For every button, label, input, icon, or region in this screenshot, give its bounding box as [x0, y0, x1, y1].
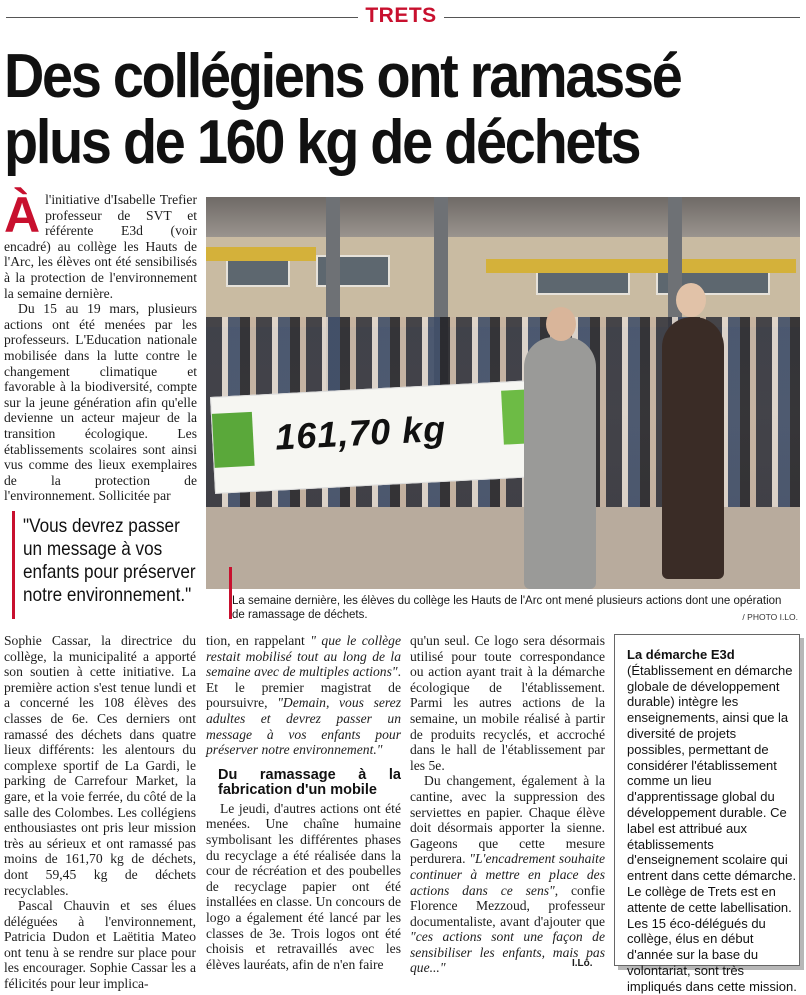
photo-caption: La semaine dernière, les élèves du collège les Hauts de l'Arc ont mené plusieurs actions dont une opération de ramassage de déchets. — [232, 595, 782, 621]
quote-run: "L'encadrement souhaite continuer à mettre en place des actions dans ce sens" — [410, 851, 605, 898]
text-run: , confie Florence Mezzoud, professeur documentaliste, avant d'ajouter que — [410, 882, 605, 929]
pull-quote: "Vous devrez passer un message à vos enfants pour préserver notre environnement." — [23, 515, 196, 606]
headline-line-2: plus de 160 kg de déchets — [4, 108, 640, 177]
column-1-paragraph-1: Sophie Cassar, la directrice du collège, la municipalité a apporté son soutien à cette initiative. La première action s'est tenue lundi et a concerné les 108 élèves des classes de 6e. Ces derniers ont ramassé des déchets dans quatre lieux différents: les alentours du complexe sportif de La Gardi, le parking de Carrefour Market, la gare, et la voie ferrée, du côté de la salle des Colombes. Les collégiens enthousiastes ont pris leur mission très au sérieux et ont ramassé pas moins de 161,70 kg de déchets, dont 59,45 kg de déchets recyclables. — [4, 633, 196, 898]
drop-cap: À — [4, 187, 41, 243]
sidebar-lead: La démarche E3d — [627, 647, 735, 662]
column-2-paragraph-2: Le jeudi, d'autres actions ont été menées. Une chaîne humaine symbolisant les différentes phases du recyclage a été réalisée dans la cour de récréation et des poubelles de recyclage papier ont été installées en classe. Un concours de logo a également été lancé par les classes de 3e. Trois logos ont été choisis et retravaillés avec les élèves lauréats, afin de n'en faire — [206, 800, 401, 972]
text-run: Du changement, également à la cantine, avec la suppression des serviettes en papier. Chaque élève doit désormais apporter la sienne. Gageons que cette mesure perdurera. — [410, 773, 605, 867]
sidebar-box — [614, 634, 800, 994]
column-3-paragraph-2 — [410, 773, 605, 976]
sidebar-text — [627, 647, 797, 995]
text-run: . Et le premier magistrat de poursuivre, — [206, 664, 401, 711]
photo-roof — [206, 197, 800, 237]
article-photo — [206, 197, 800, 589]
headline-line-1: Des collégiens ont ramassé — [4, 42, 681, 111]
photo-credit: / PHOTO I.LO. — [742, 612, 798, 622]
column-2-paragraph-1 — [206, 633, 401, 758]
column-2 — [206, 633, 401, 972]
quote-run: " que le collège restait mobilisé tout au long de la semaine avec de multiples actions" — [206, 633, 401, 680]
quote-run: "ces actions sont une façon de sensibiliser les enfants, mais pas que..." — [410, 929, 605, 976]
quote-run: "Demain, vous serez adultes et devrez passer un message à vos enfants pour préserver notre environnement." — [206, 695, 402, 758]
intro-paragraph-2: Du 15 au 19 mars, plusieurs actions ont été menées par les professeurs. L'Education nationale mobilisée dans la lutte contre le changement climatique et favorable à la biodiversité, compte sur la jeune génération afin qu'elle devienne un acteur majeur de la transition écologique. Les établissements scolaires sont ainsi vus comme des lieux exemplaires de la protection de l'environnement. Sollicitée par — [4, 301, 197, 504]
sidebar-body: (Établissement en démarche globale de développement durable) intègre les enseignements, ainsi que la diversité de projets possibles, permettant de considérer l'établissement comme un lieu d'apprentissage global du développement durable. Ce label est attribué aux établissements d'enseignement scolaire qui entrent dans cette démarche. Le collège de Trets est en attente de cette labellisation. Les 15 éco-délégués du collège, élus en début d'année sur la base du volontariat, sont très impliqués dans cette mission. — [627, 662, 797, 994]
headline — [4, 44, 724, 176]
column-3 — [410, 633, 605, 976]
photo-banner — [210, 380, 537, 494]
subheading: Du ramassage à la fabrication d'un mobile — [218, 766, 401, 798]
pull-quote-box — [4, 505, 200, 624]
photo-awning — [206, 247, 316, 261]
byline: I.Lo. — [572, 958, 593, 969]
photo-awning — [486, 259, 796, 273]
intro-column — [4, 187, 197, 504]
intro-paragraph-1: l'initiative d'Isabelle Trefier professeur de SVT et référente E3d (voir encadré) au collège les Hauts de l'Arc, les élèves ont été sensibilisés à la protection de l'environnement la semaine dernière. — [4, 192, 197, 301]
photo-teacher-head — [546, 307, 576, 341]
text-run: tion, en rappelant — [206, 633, 311, 648]
column-1 — [4, 633, 196, 992]
section-tag: TRETS — [365, 4, 437, 27]
column-3-paragraph-1: qu'un seul. Ce logo sera désormais utilisé pour toute correspondance ou action ayant trait à la démarche écologique de l'établissement. Parmi les autres actions de la semaine, un mobile réalisé à partir de produits recyclés, et accroché dans le hall de l'établissement par les 5e. — [410, 633, 605, 773]
pull-quote-bar — [12, 511, 15, 619]
photo-mayor — [662, 317, 724, 579]
banner-logo-left — [212, 412, 255, 468]
section-rule-right — [444, 17, 800, 18]
column-1-paragraph-2: Pascal Chauvin et ses élues déléguées à l'environnement, Patricia Dudon et Laëtitia Mateo ont tenu à se rendre sur place pour les encourager. Sophie Cassar les a félicités pour leur implica- — [4, 898, 196, 992]
photo-teacher — [524, 337, 596, 589]
photo-mayor-head — [676, 283, 706, 317]
banner-text: 161,70 kg — [274, 407, 448, 458]
section-rule-left — [6, 17, 358, 18]
